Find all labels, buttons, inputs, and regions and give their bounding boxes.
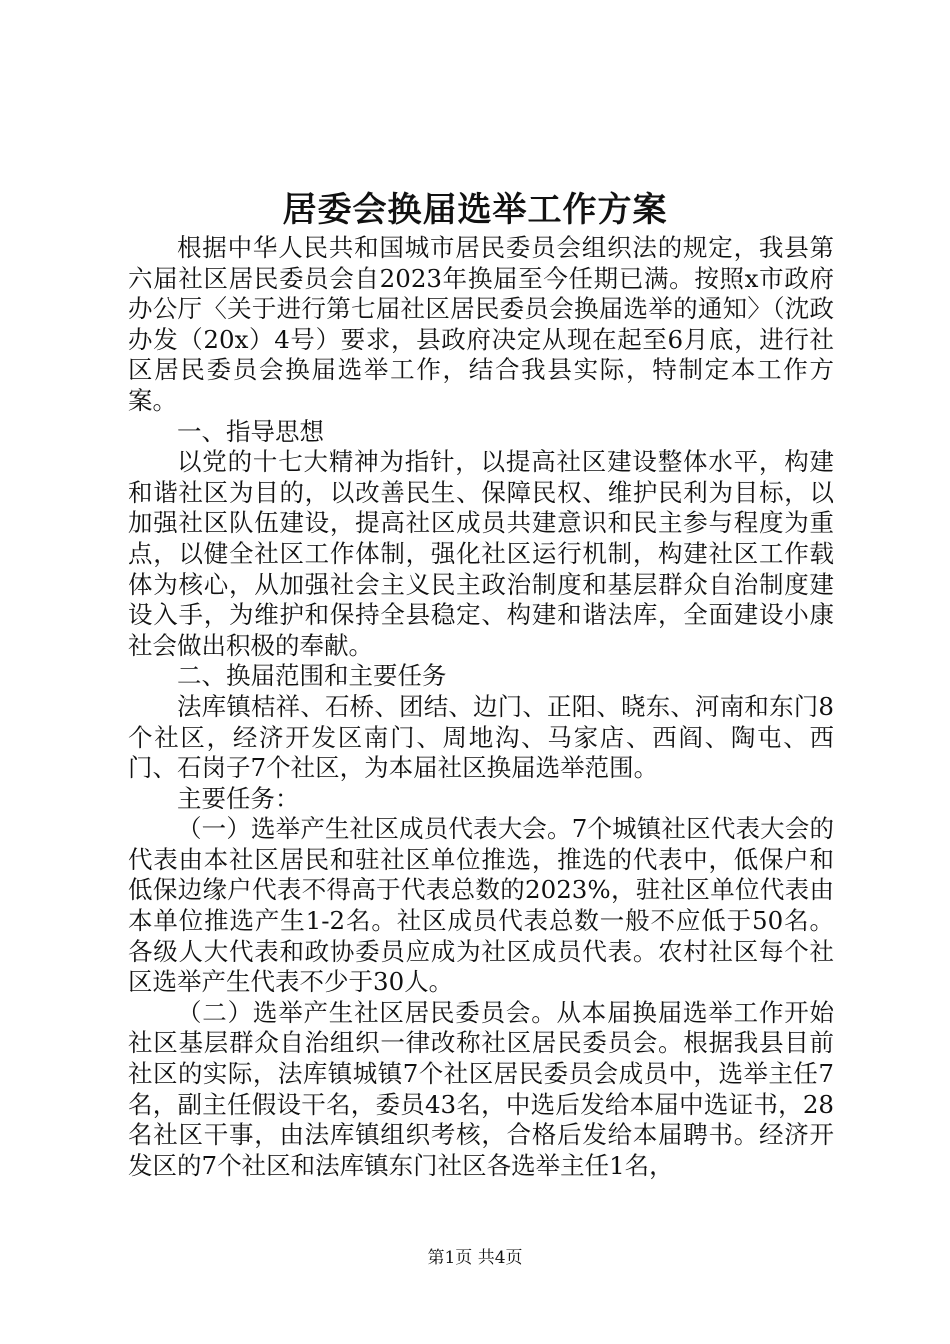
section-heading-guiding-ideology: 一、指导思想	[177, 416, 324, 446]
paragraph-guiding-ideology: 以党的十七大精神为指针，以提高社区建设整体水平，构建和谐社区为目的，以改善民生、保障民权、维护民利为目标，以加强社区队伍建设，提高社区成员共建意识和民主参与程度为重点，以健全社区工作体制，强化社区运行机制，构建社区工作载体为核心，从加强社会主义民主政治制度和基层群众自治制度建设入手，为维护和保持全县稳定、构建和谐法库，全面建设小康社会做出积极的奉献。	[128, 447, 834, 660]
paragraph-intro: 根据中华人民共和国城市居民委员会组织法的规定，我县第六届社区居民委员会自2023年换届至今任期已满。按照x市政府办公厅〈关于进行第七届社区居民委员会换届选举的通知〉（沈政办发（20x）4号）要求，县政府决定从现在起至6月底，进行社区居民委员会换届选举工作，结合我县实际，特制定本工作方案。	[128, 233, 834, 415]
paragraph-task-one: （一）选举产生社区成员代表大会。7个城镇社区代表大会的代表由本社区居民和驻社区单位推选，推选的代表中，低保户和低保边缘户代表不得高于代表总数的2023%，驻社区单位代表由本单位推选产生1-2名。社区成员代表总数一般不应低于50名。各级人大代表和政协委员应成为社区成员代表。农村社区每个社区选举产生代表不少于30人。	[128, 814, 834, 997]
paragraph-scope: 法库镇桔祥、石桥、团结、边门、正阳、晓东、河南和东门8个社区，经济开发区南门、周地沟、马家店、西阎、陶屯、西门、石岗子7个社区，为本届社区换届选举范围。	[128, 691, 834, 783]
page-footer: 第1页 共4页	[427, 1248, 523, 1268]
document-body	[128, 233, 834, 1181]
document-title: 居委会换届选举工作方案	[282, 190, 668, 230]
subheading-main-tasks: 主要任务：	[177, 783, 300, 813]
section-heading-scope-and-tasks: 二、换届范围和主要任务	[177, 661, 447, 691]
paragraph-task-two: （二）选举产生社区居民委员会。从本届换届选举工作开始社区基层群众自治组织一律改称社区居民委员会。根据我县目前社区的实际，法库镇城镇7个社区居民委员会成员中，选举主任7名，副主任假设干名，委员43名，中选后发给本届中选证书，28名社区干事，由法库镇组织考核，合格后发给本届聘书。经济开发区的7个社区和法库镇东门社区各选举主任1名，	[128, 997, 834, 1180]
